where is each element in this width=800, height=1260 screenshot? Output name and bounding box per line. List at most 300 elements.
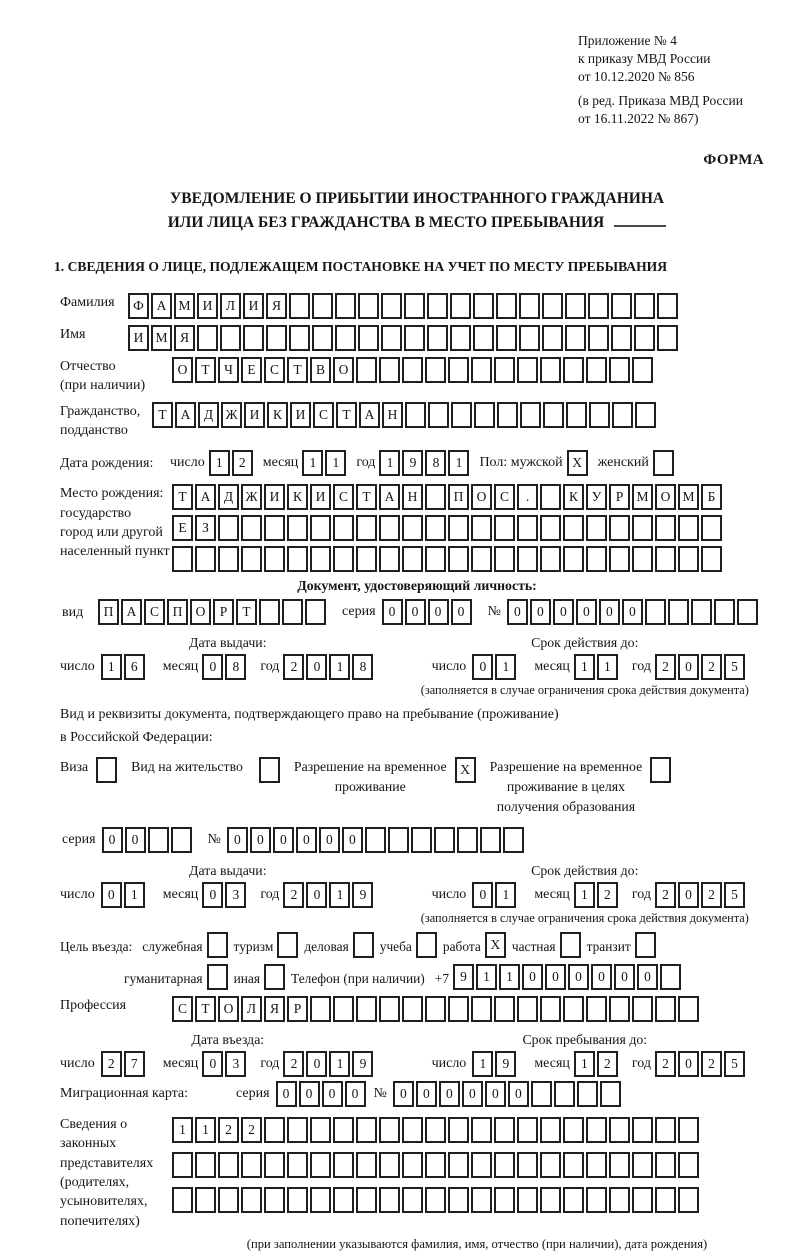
char-cell[interactable] <box>264 964 285 990</box>
char-cell[interactable] <box>96 757 117 783</box>
char-cell[interactable] <box>310 1187 331 1213</box>
char-cell[interactable]: 0 <box>273 827 294 853</box>
residence-valid-month[interactable] <box>574 882 618 908</box>
char-cell[interactable]: С <box>313 402 334 428</box>
char-cell[interactable]: 1 <box>329 1051 350 1077</box>
char-cell[interactable] <box>517 1117 538 1143</box>
char-cell[interactable] <box>379 996 400 1022</box>
char-cell[interactable]: А <box>379 484 400 510</box>
char-cell[interactable]: О <box>190 599 211 625</box>
char-cell[interactable] <box>264 515 285 541</box>
profession-input[interactable] <box>172 996 699 1022</box>
char-cell[interactable] <box>657 293 678 319</box>
char-cell[interactable] <box>517 546 538 572</box>
char-cell[interactable]: Т <box>356 484 377 510</box>
char-cell[interactable] <box>543 402 564 428</box>
birth-day-input[interactable] <box>209 450 253 476</box>
birth-place-line2-input[interactable] <box>172 515 722 541</box>
char-cell[interactable]: С <box>494 484 515 510</box>
char-cell[interactable] <box>425 515 446 541</box>
char-cell[interactable] <box>517 515 538 541</box>
char-cell[interactable] <box>381 293 402 319</box>
char-cell[interactable]: X <box>567 450 588 476</box>
char-cell[interactable]: М <box>632 484 653 510</box>
char-cell[interactable]: С <box>172 996 193 1022</box>
char-cell[interactable] <box>609 1152 630 1178</box>
citizenship-input[interactable] <box>152 402 656 428</box>
char-cell[interactable]: Т <box>287 357 308 383</box>
stay-month[interactable] <box>574 1051 618 1077</box>
char-cell[interactable]: 1 <box>172 1117 193 1143</box>
char-cell[interactable]: Я <box>264 996 285 1022</box>
char-cell[interactable] <box>471 546 492 572</box>
char-cell[interactable] <box>634 325 655 351</box>
char-cell[interactable] <box>519 325 540 351</box>
residence-issue-month[interactable] <box>202 882 246 908</box>
char-cell[interactable] <box>611 325 632 351</box>
char-cell[interactable] <box>655 1152 676 1178</box>
char-cell[interactable] <box>471 515 492 541</box>
char-cell[interactable]: 2 <box>701 654 722 680</box>
char-cell[interactable] <box>600 1081 621 1107</box>
char-cell[interactable]: Д <box>198 402 219 428</box>
char-cell[interactable] <box>520 402 541 428</box>
char-cell[interactable] <box>691 599 712 625</box>
char-cell[interactable] <box>531 1081 552 1107</box>
char-cell[interactable] <box>259 599 280 625</box>
char-cell[interactable] <box>402 515 423 541</box>
surname-input[interactable] <box>128 293 678 319</box>
residence-issue-day[interactable] <box>101 882 145 908</box>
char-cell[interactable]: И <box>128 325 149 351</box>
char-cell[interactable] <box>701 515 722 541</box>
char-cell[interactable] <box>448 1117 469 1143</box>
char-cell[interactable] <box>434 827 455 853</box>
char-cell[interactable]: О <box>655 484 676 510</box>
char-cell[interactable] <box>195 1187 216 1213</box>
char-cell[interactable]: 1 <box>495 882 516 908</box>
char-cell[interactable]: Т <box>195 357 216 383</box>
char-cell[interactable]: И <box>310 484 331 510</box>
char-cell[interactable]: О <box>172 357 193 383</box>
char-cell[interactable]: Ч <box>218 357 239 383</box>
char-cell[interactable] <box>266 325 287 351</box>
char-cell[interactable] <box>632 546 653 572</box>
char-cell[interactable] <box>333 546 354 572</box>
char-cell[interactable] <box>425 357 446 383</box>
char-cell[interactable]: 0 <box>299 1081 320 1107</box>
char-cell[interactable]: П <box>448 484 469 510</box>
char-cell[interactable]: К <box>563 484 584 510</box>
char-cell[interactable]: А <box>195 484 216 510</box>
migration-number-input[interactable] <box>393 1081 621 1107</box>
char-cell[interactable]: Л <box>220 293 241 319</box>
char-cell[interactable]: З <box>195 515 216 541</box>
char-cell[interactable] <box>701 546 722 572</box>
char-cell[interactable] <box>540 357 561 383</box>
char-cell[interactable] <box>471 1187 492 1213</box>
birth-place-line3-input[interactable] <box>172 546 722 572</box>
char-cell[interactable] <box>448 515 469 541</box>
char-cell[interactable]: И <box>243 293 264 319</box>
char-cell[interactable] <box>563 1117 584 1143</box>
char-cell[interactable]: 1 <box>574 654 595 680</box>
stay-year[interactable] <box>655 1051 745 1077</box>
char-cell[interactable]: 2 <box>283 882 304 908</box>
purpose-transit-checkbox[interactable] <box>635 932 656 958</box>
char-cell[interactable]: Р <box>213 599 234 625</box>
char-cell[interactable] <box>471 357 492 383</box>
char-cell[interactable] <box>353 932 374 958</box>
char-cell[interactable]: Н <box>382 402 403 428</box>
char-cell[interactable] <box>678 515 699 541</box>
char-cell[interactable] <box>379 1117 400 1143</box>
char-cell[interactable] <box>312 325 333 351</box>
char-cell[interactable]: К <box>287 484 308 510</box>
char-cell[interactable] <box>660 964 681 990</box>
char-cell[interactable]: 2 <box>283 1051 304 1077</box>
char-cell[interactable] <box>310 996 331 1022</box>
char-cell[interactable]: В <box>310 357 331 383</box>
char-cell[interactable]: С <box>333 484 354 510</box>
char-cell[interactable] <box>471 996 492 1022</box>
char-cell[interactable]: А <box>151 293 172 319</box>
char-cell[interactable]: 1 <box>472 1051 493 1077</box>
char-cell[interactable]: 6 <box>124 654 145 680</box>
char-cell[interactable] <box>264 546 285 572</box>
char-cell[interactable] <box>540 1117 561 1143</box>
birth-place-line1-input[interactable] <box>172 484 722 510</box>
char-cell[interactable] <box>356 515 377 541</box>
char-cell[interactable] <box>197 325 218 351</box>
char-cell[interactable]: Д <box>218 484 239 510</box>
residence-series-input[interactable] <box>102 827 192 853</box>
char-cell[interactable] <box>172 1187 193 1213</box>
char-cell[interactable]: 0 <box>622 599 643 625</box>
residence-permit-checkbox[interactable] <box>259 757 280 783</box>
char-cell[interactable]: 0 <box>678 1051 699 1077</box>
char-cell[interactable] <box>264 1187 285 1213</box>
char-cell[interactable]: П <box>98 599 119 625</box>
char-cell[interactable] <box>356 1152 377 1178</box>
char-cell[interactable] <box>335 325 356 351</box>
char-cell[interactable]: 1 <box>302 450 323 476</box>
char-cell[interactable] <box>289 325 310 351</box>
char-cell[interactable] <box>218 1187 239 1213</box>
doc-number-input[interactable] <box>507 599 758 625</box>
char-cell[interactable] <box>540 484 561 510</box>
char-cell[interactable]: Т <box>236 599 257 625</box>
identity-valid-year[interactable] <box>655 654 745 680</box>
char-cell[interactable] <box>220 325 241 351</box>
char-cell[interactable]: 8 <box>425 450 446 476</box>
char-cell[interactable] <box>287 515 308 541</box>
char-cell[interactable] <box>480 827 501 853</box>
char-cell[interactable]: 3 <box>225 1051 246 1077</box>
char-cell[interactable]: 0 <box>472 654 493 680</box>
purpose-work-checkbox[interactable] <box>485 932 506 958</box>
char-cell[interactable]: 1 <box>329 882 350 908</box>
char-cell[interactable]: . <box>517 484 538 510</box>
char-cell[interactable] <box>289 293 310 319</box>
char-cell[interactable] <box>379 546 400 572</box>
char-cell[interactable]: 1 <box>329 654 350 680</box>
visa-checkbox[interactable] <box>96 757 117 783</box>
char-cell[interactable] <box>207 964 228 990</box>
char-cell[interactable]: X <box>485 932 506 958</box>
char-cell[interactable] <box>448 996 469 1022</box>
char-cell[interactable]: 0 <box>522 964 543 990</box>
char-cell[interactable]: 0 <box>202 1051 223 1077</box>
char-cell[interactable] <box>635 932 656 958</box>
char-cell[interactable]: 0 <box>472 882 493 908</box>
char-cell[interactable]: 7 <box>124 1051 145 1077</box>
char-cell[interactable] <box>586 515 607 541</box>
char-cell[interactable]: Н <box>402 484 423 510</box>
char-cell[interactable]: 0 <box>428 599 449 625</box>
legal-reps-line3-input[interactable] <box>172 1187 699 1213</box>
char-cell[interactable] <box>609 357 630 383</box>
char-cell[interactable] <box>171 827 192 853</box>
char-cell[interactable]: 1 <box>574 882 595 908</box>
char-cell[interactable] <box>448 357 469 383</box>
sex-female-checkbox[interactable] <box>653 450 674 476</box>
char-cell[interactable]: 0 <box>553 599 574 625</box>
char-cell[interactable] <box>632 1187 653 1213</box>
char-cell[interactable]: К <box>267 402 288 428</box>
char-cell[interactable] <box>427 293 448 319</box>
char-cell[interactable] <box>425 996 446 1022</box>
char-cell[interactable] <box>678 1117 699 1143</box>
char-cell[interactable]: Т <box>152 402 173 428</box>
char-cell[interactable] <box>653 450 674 476</box>
char-cell[interactable]: 2 <box>655 882 676 908</box>
char-cell[interactable] <box>356 546 377 572</box>
char-cell[interactable] <box>287 1187 308 1213</box>
char-cell[interactable] <box>494 515 515 541</box>
entry-year[interactable] <box>283 1051 373 1077</box>
char-cell[interactable] <box>668 599 689 625</box>
identity-valid-month[interactable] <box>574 654 618 680</box>
char-cell[interactable]: 0 <box>508 1081 529 1107</box>
char-cell[interactable]: 1 <box>476 964 497 990</box>
residence-valid-year[interactable] <box>655 882 745 908</box>
char-cell[interactable]: 9 <box>453 964 474 990</box>
char-cell[interactable] <box>496 325 517 351</box>
purpose-tourism-checkbox[interactable] <box>277 932 298 958</box>
char-cell[interactable] <box>287 546 308 572</box>
char-cell[interactable] <box>632 1117 653 1143</box>
char-cell[interactable] <box>243 325 264 351</box>
char-cell[interactable]: Т <box>336 402 357 428</box>
char-cell[interactable]: Л <box>241 996 262 1022</box>
char-cell[interactable]: 9 <box>352 882 373 908</box>
char-cell[interactable]: 8 <box>225 654 246 680</box>
char-cell[interactable] <box>678 1152 699 1178</box>
char-cell[interactable]: А <box>359 402 380 428</box>
char-cell[interactable] <box>358 293 379 319</box>
char-cell[interactable] <box>586 1117 607 1143</box>
char-cell[interactable]: 1 <box>209 450 230 476</box>
char-cell[interactable]: 1 <box>495 654 516 680</box>
birth-month-input[interactable] <box>302 450 346 476</box>
char-cell[interactable] <box>388 827 409 853</box>
char-cell[interactable] <box>494 1187 515 1213</box>
char-cell[interactable] <box>503 827 524 853</box>
char-cell[interactable] <box>586 357 607 383</box>
char-cell[interactable]: 0 <box>591 964 612 990</box>
char-cell[interactable] <box>657 325 678 351</box>
char-cell[interactable]: 0 <box>306 1051 327 1077</box>
entry-day[interactable] <box>101 1051 145 1077</box>
char-cell[interactable] <box>172 1152 193 1178</box>
char-cell[interactable] <box>305 599 326 625</box>
char-cell[interactable] <box>565 293 586 319</box>
char-cell[interactable] <box>611 293 632 319</box>
char-cell[interactable]: И <box>290 402 311 428</box>
char-cell[interactable] <box>632 996 653 1022</box>
char-cell[interactable] <box>335 293 356 319</box>
char-cell[interactable] <box>379 1152 400 1178</box>
purpose-business-checkbox[interactable] <box>353 932 374 958</box>
char-cell[interactable] <box>404 293 425 319</box>
identity-issue-year[interactable] <box>283 654 373 680</box>
char-cell[interactable] <box>655 546 676 572</box>
char-cell[interactable] <box>411 827 432 853</box>
char-cell[interactable] <box>542 325 563 351</box>
char-cell[interactable]: Е <box>241 357 262 383</box>
char-cell[interactable] <box>540 1187 561 1213</box>
char-cell[interactable]: 2 <box>701 882 722 908</box>
char-cell[interactable] <box>207 932 228 958</box>
char-cell[interactable] <box>195 1152 216 1178</box>
char-cell[interactable] <box>563 515 584 541</box>
char-cell[interactable]: 0 <box>382 599 403 625</box>
char-cell[interactable] <box>540 1152 561 1178</box>
char-cell[interactable]: 1 <box>448 450 469 476</box>
char-cell[interactable] <box>241 515 262 541</box>
char-cell[interactable]: Я <box>266 293 287 319</box>
char-cell[interactable]: 2 <box>597 882 618 908</box>
char-cell[interactable] <box>312 293 333 319</box>
char-cell[interactable]: 0 <box>306 882 327 908</box>
char-cell[interactable] <box>609 1187 630 1213</box>
char-cell[interactable]: 2 <box>655 654 676 680</box>
char-cell[interactable] <box>402 546 423 572</box>
entry-month[interactable] <box>202 1051 246 1077</box>
char-cell[interactable] <box>402 1117 423 1143</box>
char-cell[interactable] <box>540 515 561 541</box>
char-cell[interactable]: 0 <box>101 882 122 908</box>
char-cell[interactable] <box>678 1187 699 1213</box>
char-cell[interactable] <box>609 1117 630 1143</box>
char-cell[interactable] <box>365 827 386 853</box>
char-cell[interactable] <box>425 546 446 572</box>
stay-day[interactable] <box>472 1051 516 1077</box>
char-cell[interactable]: С <box>264 357 285 383</box>
char-cell[interactable]: 2 <box>241 1117 262 1143</box>
char-cell[interactable] <box>381 325 402 351</box>
char-cell[interactable]: 0 <box>322 1081 343 1107</box>
temp-residence-edu-checkbox[interactable] <box>650 757 671 783</box>
phone-input[interactable] <box>453 964 681 990</box>
char-cell[interactable]: 0 <box>393 1081 414 1107</box>
identity-valid-day[interactable] <box>472 654 516 680</box>
char-cell[interactable] <box>241 1187 262 1213</box>
char-cell[interactable] <box>714 599 735 625</box>
char-cell[interactable] <box>678 996 699 1022</box>
char-cell[interactable] <box>563 357 584 383</box>
char-cell[interactable]: 2 <box>597 1051 618 1077</box>
char-cell[interactable] <box>473 293 494 319</box>
char-cell[interactable] <box>356 357 377 383</box>
char-cell[interactable]: Т <box>195 996 216 1022</box>
char-cell[interactable] <box>448 1152 469 1178</box>
char-cell[interactable] <box>356 1117 377 1143</box>
char-cell[interactable] <box>333 1117 354 1143</box>
char-cell[interactable] <box>494 996 515 1022</box>
char-cell[interactable] <box>264 1117 285 1143</box>
char-cell[interactable] <box>404 325 425 351</box>
char-cell[interactable]: 0 <box>485 1081 506 1107</box>
purpose-study-checkbox[interactable] <box>416 932 437 958</box>
char-cell[interactable]: 0 <box>576 599 597 625</box>
char-cell[interactable] <box>402 996 423 1022</box>
legal-reps-line2-input[interactable] <box>172 1152 699 1178</box>
char-cell[interactable] <box>632 515 653 541</box>
char-cell[interactable] <box>379 357 400 383</box>
char-cell[interactable]: М <box>151 325 172 351</box>
char-cell[interactable]: М <box>174 293 195 319</box>
char-cell[interactable] <box>635 402 656 428</box>
char-cell[interactable]: 2 <box>655 1051 676 1077</box>
char-cell[interactable] <box>650 757 671 783</box>
char-cell[interactable] <box>563 996 584 1022</box>
char-cell[interactable] <box>451 402 472 428</box>
char-cell[interactable] <box>405 402 426 428</box>
char-cell[interactable]: 2 <box>232 450 253 476</box>
char-cell[interactable]: Р <box>609 484 630 510</box>
purpose-humanitarian-checkbox[interactable] <box>207 964 228 990</box>
char-cell[interactable] <box>540 546 561 572</box>
char-cell[interactable]: 2 <box>101 1051 122 1077</box>
doc-series-input[interactable] <box>382 599 472 625</box>
char-cell[interactable] <box>632 357 653 383</box>
char-cell[interactable]: 0 <box>227 827 248 853</box>
char-cell[interactable]: 1 <box>195 1117 216 1143</box>
char-cell[interactable] <box>310 1117 331 1143</box>
char-cell[interactable] <box>494 357 515 383</box>
char-cell[interactable] <box>563 1187 584 1213</box>
identity-issue-month[interactable] <box>202 654 246 680</box>
char-cell[interactable]: 1 <box>499 964 520 990</box>
residence-valid-day[interactable] <box>472 882 516 908</box>
residence-number-input[interactable] <box>227 827 524 853</box>
char-cell[interactable] <box>425 1187 446 1213</box>
char-cell[interactable]: 0 <box>439 1081 460 1107</box>
char-cell[interactable]: 1 <box>379 450 400 476</box>
char-cell[interactable] <box>473 325 494 351</box>
char-cell[interactable]: 0 <box>345 1081 366 1107</box>
char-cell[interactable] <box>517 996 538 1022</box>
char-cell[interactable] <box>379 1187 400 1213</box>
char-cell[interactable] <box>287 1152 308 1178</box>
char-cell[interactable] <box>737 599 758 625</box>
char-cell[interactable]: 5 <box>724 1051 745 1077</box>
identity-issue-day[interactable] <box>101 654 145 680</box>
char-cell[interactable]: 0 <box>125 827 146 853</box>
char-cell[interactable] <box>450 325 471 351</box>
